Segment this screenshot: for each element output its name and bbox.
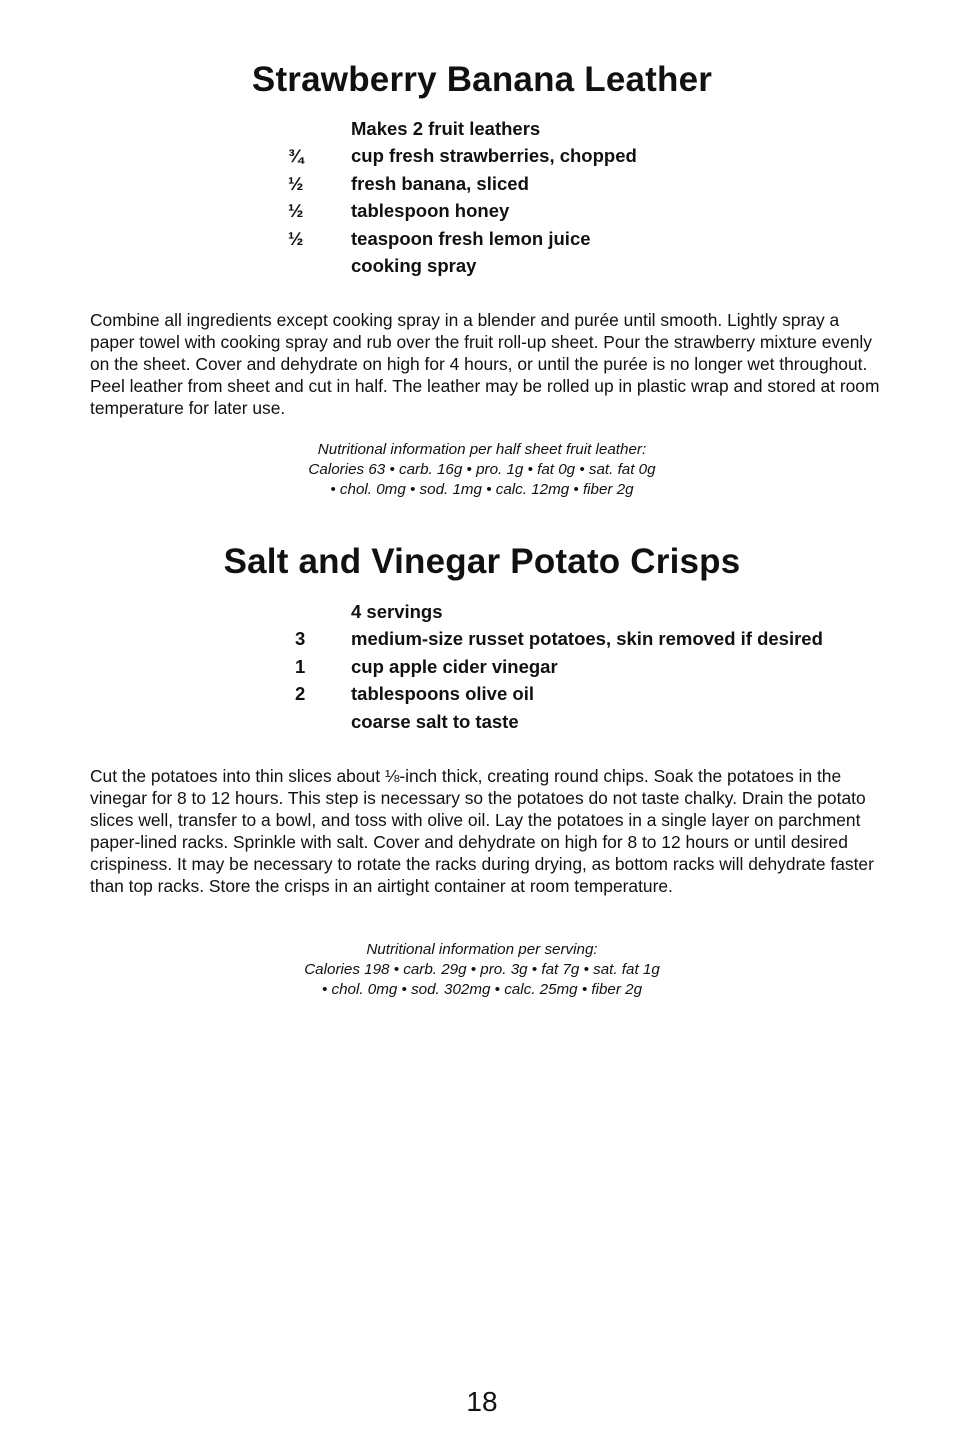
- ingredient-quantity: ½: [288, 227, 304, 249]
- nutrition-heading: Nutritional information per serving:: [366, 941, 598, 958]
- nutrition-line: Calories 63 • carb. 16g • pro. 1g • fat 0g • sat. fat 0g: [308, 460, 656, 478]
- nutrition-info: [0, 940, 954, 999]
- ingredient-row: [0, 625, 954, 652]
- ingredient-text: teaspoon fresh lemon juice: [351, 227, 591, 249]
- recipe-yield: 4 servings: [351, 601, 443, 622]
- ingredient-row: [0, 252, 954, 279]
- ingredient-text: cup fresh strawberries, chopped: [351, 145, 637, 167]
- recipe-title-salt-vinegar-potato-crisps: Salt and Vinegar Potato Crisps: [223, 542, 741, 581]
- ingredient-quantity: ½: [288, 172, 304, 194]
- nutrition-heading: Nutritional information per half sheet fruit leather:: [317, 441, 647, 458]
- ingredient-row: [0, 708, 954, 735]
- ingredient-text: tablespoons olive oil: [351, 683, 534, 705]
- recipe-title-strawberry-banana-leather: Strawberry Banana Leather: [251, 60, 713, 99]
- ingredient-text: cup apple cider vinegar: [351, 655, 558, 677]
- nutrition-line: • chol. 0mg • sod. 1mg • calc. 12mg • fiber 2g: [330, 480, 634, 498]
- ingredient-quantity: ¾: [288, 145, 304, 167]
- ingredient-text: coarse salt to taste: [351, 710, 519, 732]
- yield-row: [0, 598, 954, 625]
- ingredient-text: tablespoon honey: [351, 200, 510, 222]
- ingredient-row: [0, 197, 954, 224]
- ingredient-quantity: ½: [288, 200, 304, 222]
- ingredient-list: [0, 598, 954, 735]
- ingredient-row: [0, 680, 954, 707]
- ingredient-quantity: 3: [295, 628, 306, 650]
- nutrition-info: [0, 440, 954, 499]
- ingredient-quantity: 1: [295, 655, 306, 677]
- recipe-directions: Combine all ingredients except cooking spray in a blender and purée until smooth. Lightly spray a paper towel with cooking spray and rub over the fruit roll-up sheet. Pour the strawberry mixture evenly on the sheet. Cover and dehydrate on high for 4 hours, or until the purée is no longer wet throughout. Peel leather from sheet and cut in half. The leather may be rolled up in plastic wrap and stored at room temperature for later use.: [90, 310, 880, 418]
- nutrition-line: • chol. 0mg • sod. 302mg • calc. 25mg • fiber 2g: [321, 980, 643, 998]
- ingredient-row: [0, 225, 954, 252]
- recipe-yield: Makes 2 fruit leathers: [351, 118, 541, 139]
- ingredient-text: cooking spray: [351, 254, 477, 276]
- ingredient-list: [0, 115, 954, 279]
- yield-row: [0, 115, 954, 142]
- nutrition-line: Calories 198 • carb. 29g • pro. 3g • fat 7g • sat. fat 1g: [304, 960, 660, 978]
- ingredient-quantity: 2: [295, 683, 306, 705]
- ingredient-text: fresh banana, sliced: [351, 172, 529, 194]
- ingredient-text: medium-size russet potatoes, skin removed if desired: [351, 628, 823, 650]
- page-number: 18: [466, 1386, 498, 1417]
- ingredient-row: [0, 142, 954, 169]
- recipe-directions: Cut the potatoes into thin slices about ⅛-inch thick, creating round chips. Soak the potatoes in the vinegar for 8 to 12 hours. This step is necessary so the potatoes do not taste chalky. Drain the potato slices well, transfer to a bowl, and toss with olive oil. Lay the potatoes in a single layer on parchment paper-lined racks. Sprinkle with salt. Cover and dehydrate on high for 8 to 12 hours or until desired crispiness. It may be necessary to rotate the racks during drying, as bottom racks will dehydrate faster than top racks. Store the crisps in an airtight container at room temperature.: [90, 766, 874, 896]
- ingredient-row: [0, 653, 954, 680]
- ingredient-row: [0, 170, 954, 197]
